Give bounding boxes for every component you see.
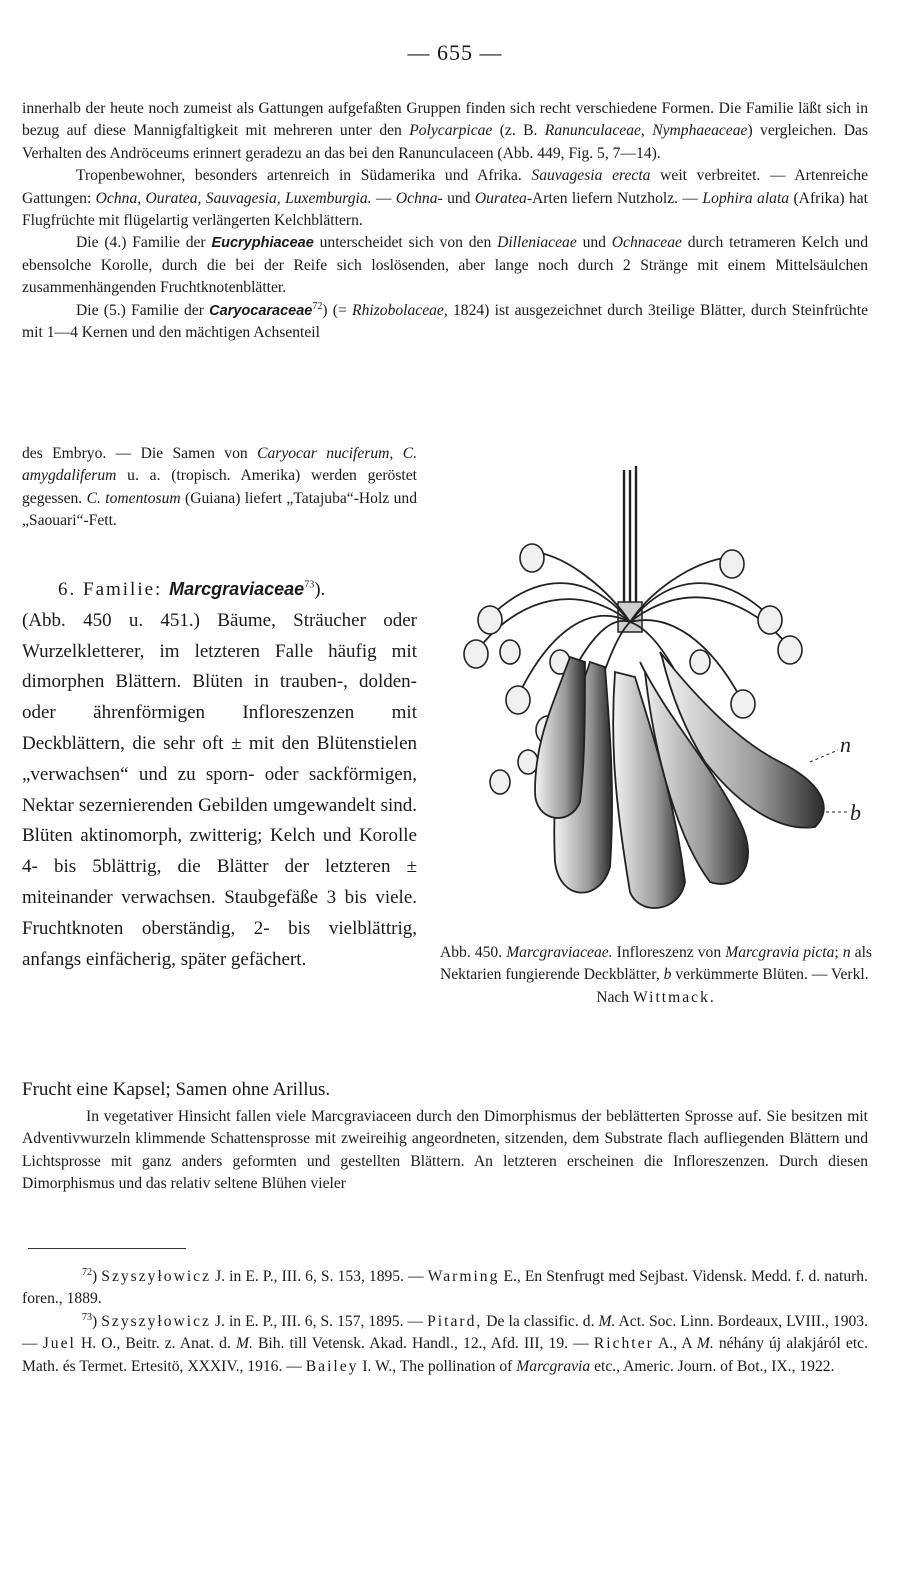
caption-credit: Nach Wittmack. — [596, 988, 716, 1006]
paragraph: innerhalb der heute noch zumeist als Gattungen aufgefaßten Gruppen finden sich recht verschiedene Formen. Die Familie läßt sich in bezug auf diese Mannigfaltigkeit mit mehreren unter den Polycarpicae (z. B. Ranunculaceae, Nymphaeaceae) vergleichen. Das Verhalten des Andröceums erinnert geradezu an das bei den Ranunculaceen (Abb. 449, Fig. 5, 7—14). — [22, 100, 868, 162]
paragraph: Die (5.) Familie der Caryocaraceae$^{72}$) (= Rhizobolaceae, 1824) ist ausgezeichnet durch 3teilige Blätter, durch Steinfrüchte mit 1—4 Kernen und den mächtigen Achsenteil — [22, 300, 868, 342]
intro-section — [22, 98, 868, 344]
footnote-72: $^{72}$) Szyszyłowicz J. in E. P., III. 6, S. 153, 1895. — Warming E., En Stenfrugt med Sejbast. Vidensk. Medd. f. d. naturh. foren., 1889. — [22, 1266, 868, 1308]
figure-inflorescence — [440, 462, 870, 932]
paragraph: Tropenbewohner, besonders artenreich in Südamerika und Afrika. Sauvagesia erecta weit verbreitet. — Artenreiche Gattungen: Ochna, Ouratea, Sauvagesia, Luxemburgia. — Ochna- und Ouratea-Arten liefern Nutzholz. — Lophira alata (Afrika) hat Flugfrüchte mit flügelartig verlängerten Kelchblättern. — [22, 167, 869, 230]
footnote-73: $^{73}$) Szyszyłowicz J. in E. P., III. 6, S. 157, 1895. — Pitard, De la classific. d. M. Act. Soc. Linn. Bordeaux, LVIII., 1903. — Juel H. O., Beitr. z. Anat. d. M. Bih. till Vetensk. Akad. Handl., 12., Afd. III, 19. — Richter A., A M. néhány új alakjáról etc. Math. és Termet. Ertesitö, XXXIV., 1916. — Bailey I. W., The pollination of Marcgravia etc., Americ. Journ. of Bot., IX., 1922. — [22, 1311, 869, 1375]
paragraph: Die (4.) Familie der Eucryphiaceae unterscheidet sich von den Dilleniaceae und Ochnaceae durch tetrameren Kelch und ebensolche Korolle, durch die bei der Reife sich loslösenden, aber lange noch durch 2 Stränge mit einem Mittelsäulchen zusammenhängenden Fruchtknotenblätter. — [22, 234, 868, 297]
paragraph: In vegetativer Hinsicht fallen viele Marcgraviaceen durch den Dimorphismus der beblätterten Sprosse auf. Sie besitzen mit Adventivwurzeln klimmende Schattensprosse mit zweireihig angeordneten, sitzenden, dem Substrate flach aufliegenden Blättern und Lichtsprosse mit ganz anders geformten und gestellten Blättern. An letzteren erscheinen die Infloreszenzen. Durch diesen Dimorphismus und das relativ seltene Blühen vieler — [22, 1108, 868, 1193]
family-heading: 6. Familie: Marcgraviaceae$^{73}$). — [58, 579, 326, 600]
label-n: n — [840, 732, 851, 757]
family-description: (Abb. 450 u. 451.) Bäume, Sträucher oder Wurzelkletterer, im letzteren Falle häufig mit dimorphen Blättern. Blüten in trauben-, dolden- oder ährenförmigen Infloreszenzen mit Deckblättern, die sehr oft ± mit den Blütenstielen „verwachsen“ und zu sporn- oder sackförmigen, Nektar sezernierenden Gebilden umgewandelt sind. Blüten aktinomorph, zwitterig; Kelch und Korolle 4- bis 5blättrig, die Blätter der letzteren ± miteinander verwachsen. Staubgefäße 3 bis viele. Fruchtknoten oberständig, 2- bis vielblättrig, anfangs einfächerig, später gefächert. — [22, 609, 417, 970]
page-number: — 655 — — [407, 40, 503, 65]
caption-text: Abb. 450. Marcgraviaceae. Infloreszenz von Marcgravia picta; n als Nektarien fungierende Deckblätter, b verkümmerte Blüten. — Verkl. — [440, 944, 872, 984]
label-b: b — [850, 800, 861, 825]
family-6-section — [22, 574, 417, 975]
caryocar-paragraph: des Embryo. — Die Samen von Caryocar nuciferum, C. amygdaliferum u. a. (tropisch. Amerika) werden geröstet gegessen. C. tomentosum (Guiana) liefert „Tatajuba“-Holz und „Saouari“-Fett. — [22, 445, 417, 530]
vegetative-section — [22, 1106, 868, 1196]
figure-caption — [440, 942, 872, 1009]
footnote-divider — [28, 1248, 186, 1249]
family-description-last: Frucht eine Kapsel; Samen ohne Arillus. — [22, 1079, 331, 1100]
inflorescence-illustration — [440, 462, 870, 932]
footnotes — [22, 1266, 868, 1378]
